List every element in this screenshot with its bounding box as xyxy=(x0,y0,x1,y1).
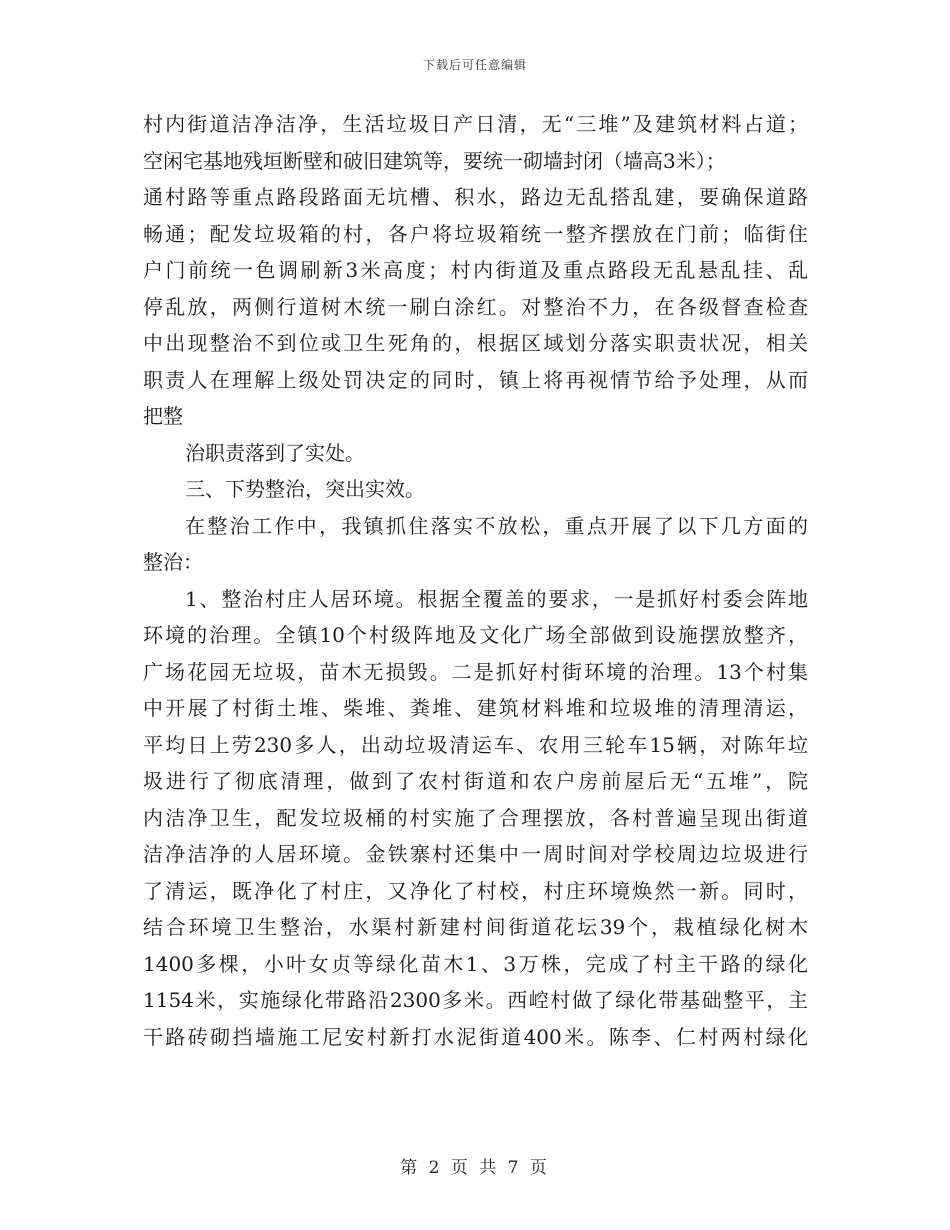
text-line: 广场花园无垃圾，苗木无损毁。二是抓好村街环境的治理。13个村集 xyxy=(143,659,808,684)
text-line: 1、整治村庄人居环境。根据全覆盖的要求，一是抓好村委会阵地 xyxy=(185,586,808,611)
text-line: 村内街道洁净洁净，生活垃圾日产日清，无“三堆”及建筑材料占道； xyxy=(143,112,808,136)
text-line: 干路砖砌挡墙施工尼安村新打水泥街道400米。陈李、仁村两村绿化 xyxy=(143,1024,808,1049)
text-line: 圾进行了彻底清理，做到了农村街道和农户房前屋后无“五堆”，院 xyxy=(143,769,808,793)
text-line: 把整 xyxy=(143,404,183,428)
text-line: 中开展了村街土堆、柴堆、粪堆、建筑材料堆和垃圾堆的清理清运， xyxy=(143,696,808,720)
page-footer: 第 2 页 共 7 页 xyxy=(400,1158,550,1178)
text-line: 中出现整治不到位或卫生死角的，根据区域划分落实职责状况，相关 xyxy=(143,331,808,355)
text-line: 治职责落到了实处。 xyxy=(185,440,365,465)
document-body xyxy=(143,106,808,1055)
text-line: 结合环境卫生整治，水渠村新建村间街道花坛39个，栽植绿化树木 xyxy=(143,915,808,939)
text-line: 平均日上劳230多人，出动垃圾清运车、农用三轮车15辆，对陈年垃 xyxy=(143,732,808,757)
page-header: 下载后可任意编辑 xyxy=(422,58,527,72)
text-line: 了清运，既净化了村庄，又净化了村校，村庄环境焕然一新。同时， xyxy=(143,878,808,903)
text-line: 洁净洁净的人居环境。金铁寨村还集中一周时间对学校周边垃圾进行 xyxy=(143,842,808,866)
text-line: 通村路等重点路段路面无坑槽、积水，路边无乱搭乱建，要确保道路 xyxy=(143,185,808,209)
text-line: 畅通；配发垃圾箱的村，各户将垃圾箱统一整齐摆放在门前；临街住 xyxy=(143,221,808,246)
text-line: 1400多棵，小叶女贞等绿化苗木1、3万株，完成了村主干路的绿化 xyxy=(143,951,808,976)
text-line: 内洁净卫生，配发垃圾桶的村实施了合理摆放，各村普遍呈现出街道 xyxy=(143,805,808,830)
text-line: 户门前统一色调刷新3米高度；村内街道及重点路段无乱悬乱挂、乱 xyxy=(143,258,808,282)
text-line: 1154米，实施绿化带路沿2300多米。西崆村做了绿化带基础整平，主 xyxy=(143,988,808,1012)
text-line: 整治： xyxy=(143,550,203,574)
text-line: 在整治工作中，我镇抓住落实不放松，重点开展了以下几方面的 xyxy=(185,513,808,538)
text-line: 环境的治理。全镇10个村级阵地及文化广场全部做到设施摆放整齐， xyxy=(143,623,808,647)
text-line: 职责人在理解上级处罚决定的同时，镇上将再视情节给予处理，从而 xyxy=(143,367,808,392)
text-line: 空闲宅基地残垣断壁和破旧建筑等，要统一砌墙封闭（墙高3米）； xyxy=(143,148,726,173)
text-line: 三、下势整治，突出实效。 xyxy=(185,477,425,501)
text-line: 停乱放，两侧行道树木统一刷白涂红。对整治不力，在各级督查检查 xyxy=(143,294,808,319)
